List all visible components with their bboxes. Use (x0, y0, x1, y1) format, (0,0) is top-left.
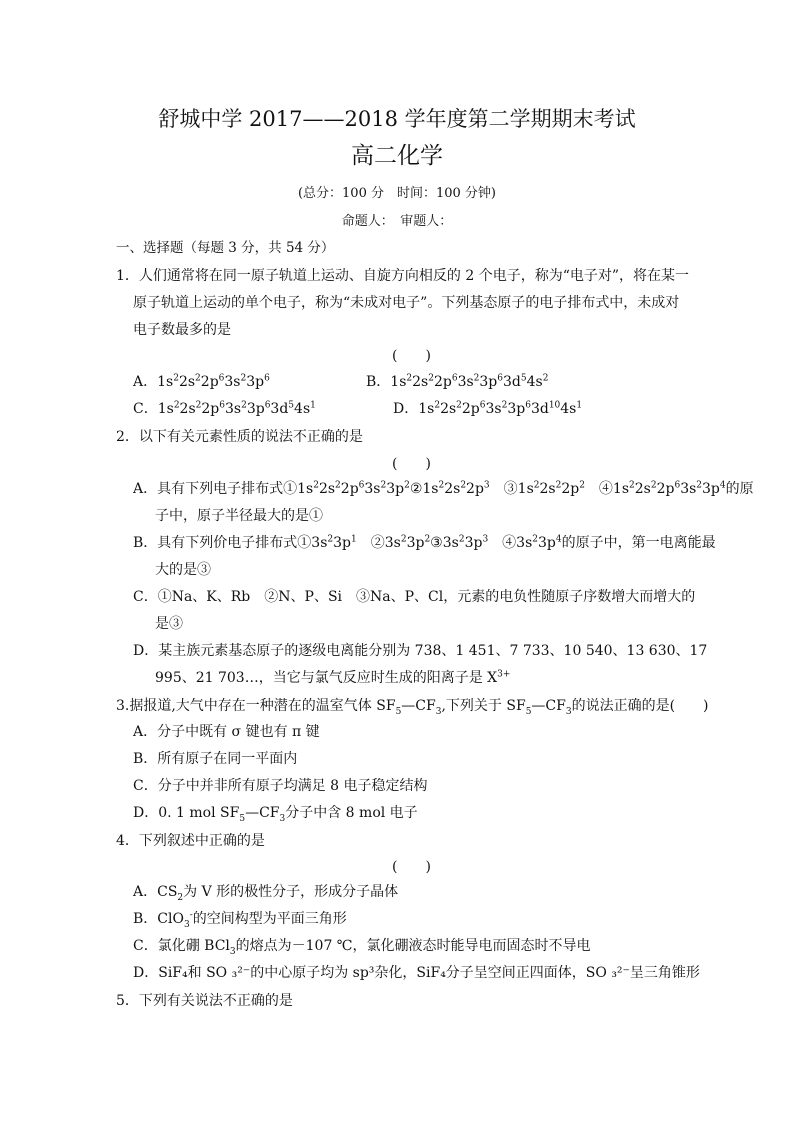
q1-stem-line2: 原子轨道上运动的单个电子，称为“未成对电子”。下列基态原子的电子排布式中，未成对 (133, 295, 680, 311)
q4-option-c: C．氯化硼 BCl$_3$的熔点为－107 ℃，氯化硼液态时能导电而固态时不导电 (133, 938, 591, 957)
q2-stem: 2．以下有关元素性质的说法不正确的是 (116, 429, 363, 445)
q3-option-a: A．分子中既有 σ 键也有 π 键 (133, 724, 320, 740)
q1-stem-line1: 1．人们通常将在同一原子轨道上运动、自旋方向相反的 2 个电子，称为“电子对”，将在某一 (116, 268, 690, 284)
q4-option-b-prefix: B．ClO (133, 911, 184, 927)
q1-option-a-label: A． (133, 374, 158, 390)
q1-stem-line3: 电子数最多的是 (133, 322, 231, 338)
q4-option-c-prefix: C．氯化硼 BCl (133, 938, 230, 954)
q2-option-a-line2: 子中，原子半径最大的是① (155, 508, 323, 524)
q2-answer-paren: ( ) (392, 456, 431, 472)
q3-stem-end: 的说法正确的是( ) (571, 698, 709, 714)
q1-option-c: C．$1s^22s^22p^63s^23p^63d^54s^1$ (133, 400, 316, 417)
q2-option-c-line1: C．①Na、K、Rb ②N、P、Si ③Na、P、Cl，元素的电负性随原子序数增大而增大的 (133, 589, 696, 605)
q4-option-a: A．$CS_2$为 V 形的极性分子，形成分子晶体 (133, 884, 399, 903)
q4-option-a-prefix: A．CS (133, 884, 178, 900)
q1-option-a: A．$1s^22s^22p^63s^23p^6$ (133, 373, 270, 390)
section-heading: 一、选择题（每题 3 分，共 54 分） (116, 240, 335, 256)
q4-option-c-suffix: 的熔点为－107 ℃，氯化硼液态时能导电而固态时不导电 (235, 938, 591, 954)
q2-option-b-line1: B．具有下列价电子排布式$①3s^23p^1$ $②3s^23p^2③3s^23p^3$ $④3s^23p^4$的原子中，第一电离能最 (133, 534, 716, 551)
q4-option-b-suffix: 的空间构型为平面三角形 (192, 911, 347, 927)
q2-option-b-suffix: 的原子中，第一电离能最 (561, 535, 716, 551)
q1-option-b: B．$1s^22s^22p^63s^23p^63d^54s^2$ (366, 373, 549, 390)
q2-option-c-line2: 是③ (155, 616, 183, 632)
exam-authors: 命题人： 审题人： (341, 214, 453, 229)
q1-option-d-label: D． (393, 401, 419, 417)
exam-title: 舒城中学 2017——2018 学年度第二学期期末考试 (158, 107, 636, 131)
q3-option-b: B．所有原子在同一平面内 (133, 751, 298, 767)
q3-option-c: C．分子中并非所有原子均满足 8 电子稳定结构 (133, 778, 428, 794)
q1-answer-paren: ( ) (392, 348, 431, 364)
q3-option-d-suffix: 分子中含 8 mol 电子 (285, 805, 418, 821)
q4-answer-paren: ( ) (392, 859, 431, 875)
q4-stem: 4．下列叙述中正确的是 (116, 833, 265, 849)
q2-option-b-prefix: B．具有下列价电子排布式 (133, 535, 298, 551)
q2-option-d-line2: 995、21 703…，当它与氯气反应时生成的阳离子是 $X^{3+}$ (155, 669, 511, 686)
q3-option-d: D．0. 1 mol $SF_5—CF_3$分子中含 8 mol 电子 (133, 805, 418, 824)
q1-option-b-label: B． (366, 374, 391, 390)
q4-option-a-suffix: 为 V 形的极性分子，形成分子晶体 (183, 884, 399, 900)
exam-info: (总分：100 分 时间：100 分钟) (297, 186, 497, 201)
q2-option-a-prefix: A．具有下列电子排布式 (133, 481, 284, 497)
q3-stem-mid: —CF (401, 698, 436, 714)
q1-option-d: D．$1s^22s^22p^63s^23p^63d^{10}4s^1$ (393, 400, 583, 417)
exam-subject: 高二化学 (351, 143, 443, 169)
q3-option-d-prefix: D．0. 1 mol SF (133, 805, 240, 821)
q3-stem-suffix: ,下列关于 SF (441, 698, 526, 714)
q4-option-d: D．SiF₄和 SO ₃²⁻的中心原子均为 sp³杂化，SiF₄分子呈空间正四面体，SO ₃²⁻呈三角锥形 (133, 965, 700, 981)
q3-stem-prefix: 3.据报道,大气中存在一种潜在的温室气体 SF (116, 698, 396, 714)
q3-stem: 3.据报道,大气中存在一种潜在的温室气体 $SF_5—CF_3$,下列关于 $SF_5—CF_3$的说法正确的是( ) (116, 698, 709, 717)
q3-stem-mid2: —CF (531, 698, 566, 714)
q2-option-d-prefix: 995、21 703…，当它与氯气反应时生成的阳离子是 X (155, 670, 498, 686)
q2-option-d-line1: D．某主族元素基态原子的逐级电离能分别为 738、1 451、7 733、10 540、13 630、17 (133, 643, 708, 659)
q2-option-a-line1: A．具有下列电子排布式$①1s^22s^22p^63s^23p^2②1s^22s^22p^3$ $③1s^22s^22p^2$ $④1s^22s^22p^63s^23p^4$的原 (133, 480, 754, 497)
q5-stem: 5．下列有关说法不正确的是 (116, 993, 293, 1009)
q4-option-b: B．ClO$_3$-的空间构型为平面三角形 (133, 910, 347, 930)
q3-option-d-mid: —CF (245, 805, 280, 821)
q2-option-b-line2: 大的是③ (155, 562, 211, 578)
q1-option-c-label: C． (133, 401, 158, 417)
q2-option-a-suffix: 的原 (725, 481, 754, 497)
